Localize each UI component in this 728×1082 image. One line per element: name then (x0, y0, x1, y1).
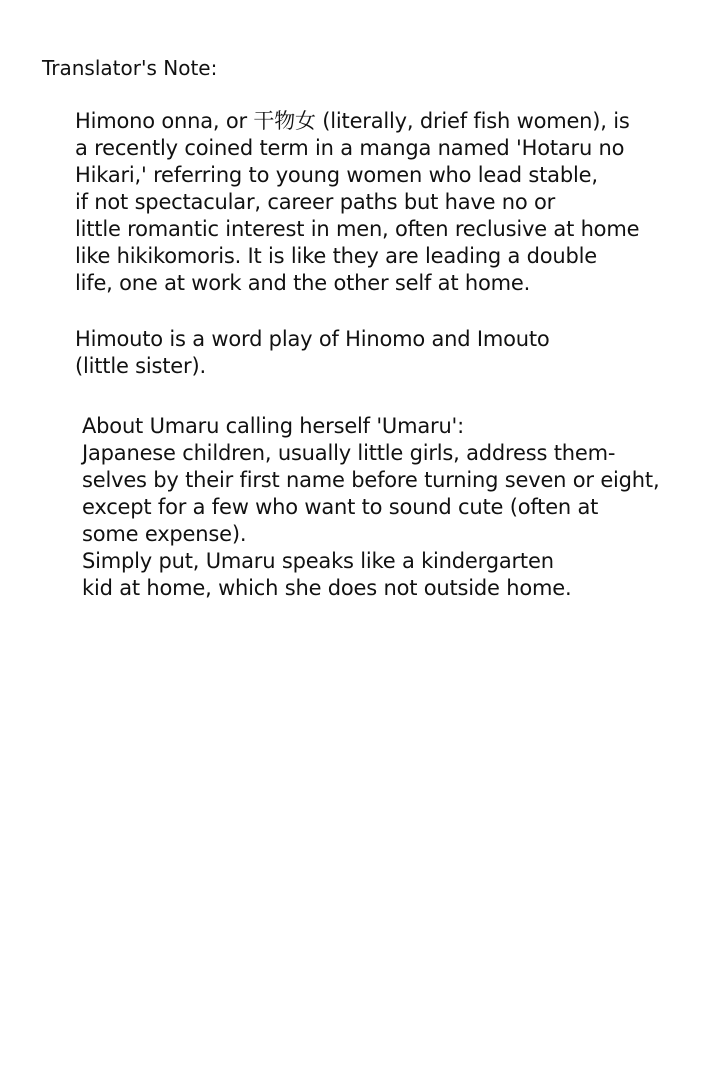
paragraph-himouto (75, 326, 550, 380)
text-line: Japanese children, usually little girls, address them- (82, 441, 616, 465)
text-line: About Umaru calling herself 'Umaru': (82, 414, 464, 438)
text-line: Himono onna, or 干物女 (literally, drief fish women), is (75, 109, 630, 133)
text-line: life, one at work and the other self at home. (75, 271, 531, 295)
text-line: Hikari,' referring to young women who lead stable, (75, 163, 598, 187)
text-line: little romantic interest in men, often reclusive at home (75, 217, 640, 241)
text-line: kid at home, which she does not outside home. (82, 576, 572, 600)
text-line: some expense). (82, 522, 247, 546)
text-line: like hikikomoris. It is like they are leading a double (75, 244, 597, 268)
paragraph-umaru (82, 413, 659, 602)
text-line: if not spectacular, career paths but have no or (75, 190, 556, 214)
text-line: Simply put, Umaru speaks like a kindergarten (82, 549, 554, 573)
paragraph-himono-onna (75, 108, 639, 297)
text-line: except for a few who want to sound cute (often at (82, 495, 599, 519)
text-line: selves by their first name before turning seven or eight, (82, 468, 660, 492)
note-heading: Translator's Note: (42, 56, 218, 80)
text-line: (little sister). (75, 354, 206, 378)
text-line: Himouto is a word play of Hinomo and Imouto (75, 327, 550, 351)
text-line: a recently coined term in a manga named 'Hotaru no (75, 136, 625, 160)
